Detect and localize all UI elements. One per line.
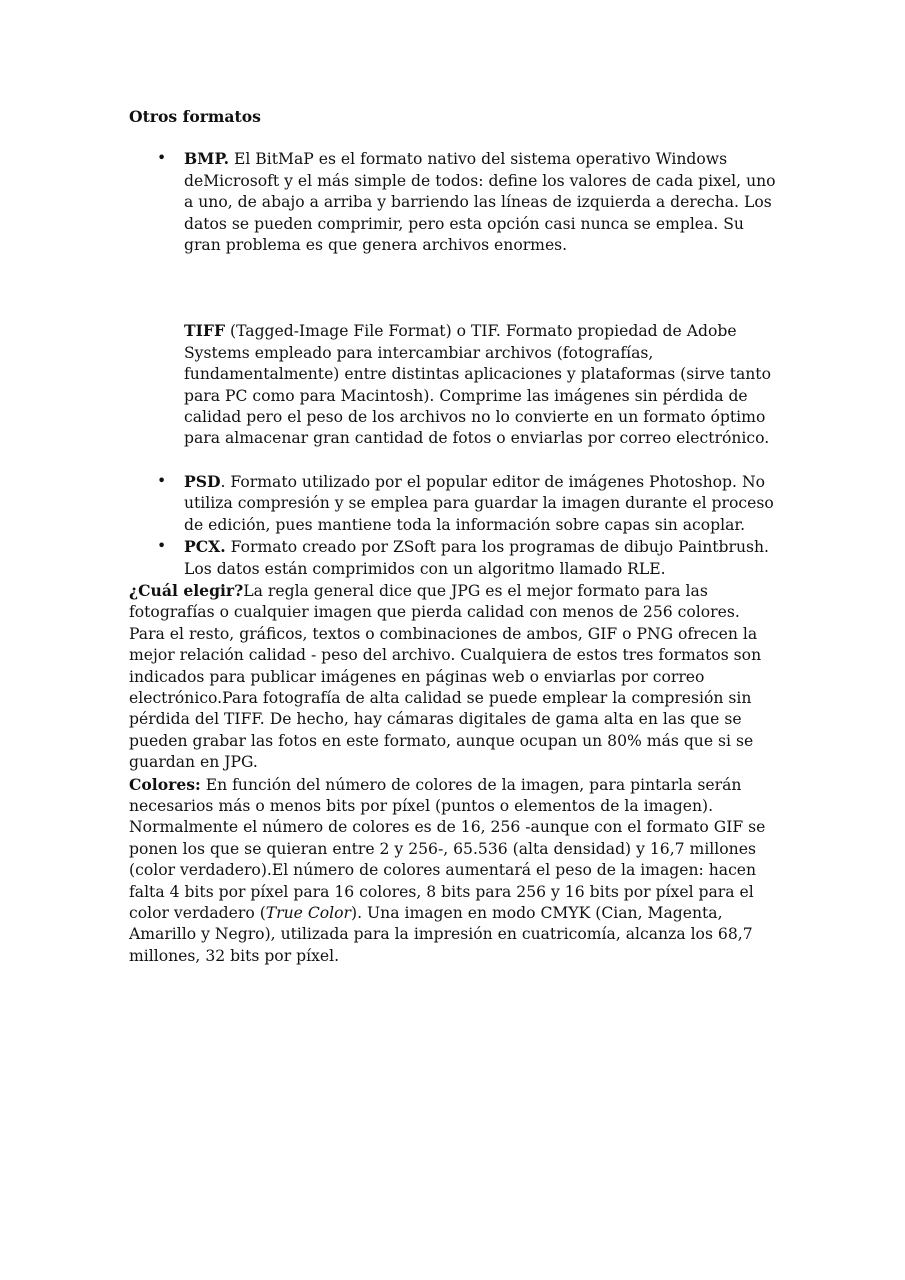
text-colores-2: ). Una imagen en modo CMYK (Cian, Magenta, Amarillo y Negro), utilizada para la impresión en cuatricomía, alcanza los 68,7 millones, 32 bits por píxel. (129, 904, 753, 965)
term-colores: Colores: (129, 774, 201, 794)
paragraph-tiff (129, 320, 779, 449)
term-cual-elegir: ¿Cuál elegir? (129, 580, 244, 600)
term-pcx: PCX. (184, 537, 226, 557)
list-item-bmp (129, 148, 779, 256)
bullet-list-formats (129, 471, 779, 580)
text-tiff: (Tagged-Image File Format) o TIF. Formato propiedad de Adobe Systems empleado para intercambiar archivos (fotografías, fundamentalmente) entre distintas aplicaciones y plataformas (sirve tanto para PC como para Macintosh). Comprime las imágenes sin pérdida de calidad pero el peso de los archivos no lo convierte en un formato óptimo para almacenar gran cantidad de fotos o enviarlas por correo electrónico. (184, 322, 771, 448)
text-colores-1: En función del número de colores de la imagen, para pintarla serán necesarios más o menos bits por píxel (puntos o elementos de la imagen). Normalmente el número de colores es de 16, 256 -aunque con el formato GIF se ponen los que se quieran entre 2 y 256-, 65.536 (alta densidad) y 16,7 millones (color verdadero).El número de colores aumentará el peso de la imagen: hacen falta 4 bits por píxel para 16 colores, 8 bits para 256 y 16 bits por píxel para el color verdadero ( (129, 775, 766, 922)
text-psd: . Formato utilizado por el popular editor de imágenes Photoshop. No utiliza compresión y se emplea para guardar la imagen durante el proceso de edición, pues mantiene toda la información sobre capas sin acoplar. (184, 472, 774, 534)
document-page (129, 106, 779, 967)
bullet-list-bmp (129, 148, 779, 256)
list-item-psd (129, 471, 779, 536)
term-tiff: TIFF (184, 321, 226, 341)
term-psd: PSD (184, 471, 221, 491)
text-colores-italic: True Color (265, 904, 352, 922)
bullet-icon: • (157, 149, 167, 168)
bullet-icon: • (157, 471, 167, 490)
term-bmp: BMP. (184, 149, 230, 169)
text-bmp: El BitMaP es el formato nativo del sistema operativo Windows deMicrosoft y el más simple de todos: define los valores de cada pixel, uno a uno, de abajo a arriba y barriendo las líneas de izquierda a derecha. Los datos se pueden comprimir, pero esta opción casi nunca se emplea. Su gran problema es que genera archivos enormes. (184, 150, 776, 255)
paragraph-colores (129, 774, 779, 968)
text-pcx: Formato creado por ZSoft para los programas de dibujo Paintbrush. Los datos están comprimidos con un algoritmo llamado RLE. (184, 538, 769, 578)
bullet-icon: • (157, 537, 167, 556)
section-heading: Otros formatos (129, 107, 261, 126)
list-item-pcx (129, 536, 779, 580)
text-cual-elegir: La regla general dice que JPG es el mejor formato para las fotografías o cualquier imagen que pierda calidad con menos de 256 colores. Para el resto, gráficos, textos o combinaciones de ambos, GIF o PNG ofrecen la mejor relación calidad - peso del archivo. Cualquiera de estos tres formatos son indicados para publicar imágenes en páginas web o enviarlas por correo electrónico.Para fotografía de alta calidad se puede emplear la compresión sin pérdida del TIFF. De hecho, hay cámaras digitales de gama alta en las que se pueden grabar las fotos en este formato, aunque ocupan un 80% más que si se guardan en JPG. (129, 581, 762, 772)
paragraph-cual-elegir (129, 580, 779, 774)
